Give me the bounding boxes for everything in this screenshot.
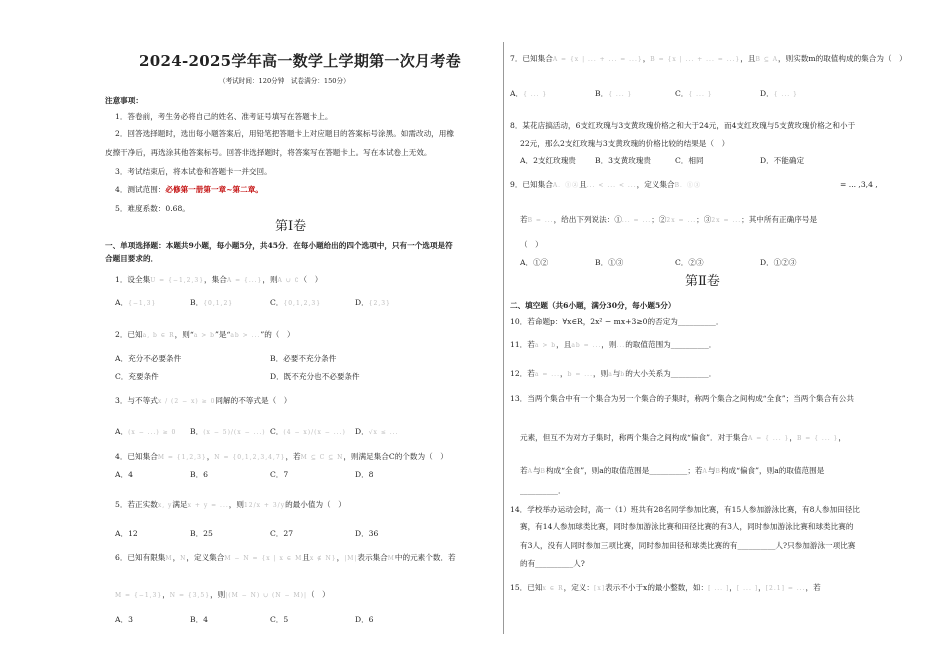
q2-option-a: A．充分不必要条件	[115, 354, 182, 363]
q5-option-d: D．36	[355, 529, 379, 538]
scope-range: 必修第一册第一章~第二章。	[165, 185, 263, 194]
q10: 10．若命题p：∀x∈R，2x² − mx+3≥0的否定为__________．	[510, 317, 724, 326]
q7-stem: 7．已知集合A = {x | ... + ... = ...}，B = {x | ... + ... = ...}，且B ⊆ A，则实数m的取值构成的集合为（ ）	[510, 54, 907, 63]
q13-line4: __________．	[520, 486, 566, 495]
q2-option-c: C．充要条件	[115, 372, 159, 381]
q1-option-c: C．{0,1,2,3}	[270, 298, 322, 307]
note-3: 3．考试结束后，将本试卷和答题卡一并交回。	[115, 167, 272, 176]
notes-heading: 注意事项：	[105, 96, 143, 105]
q1-option-a: A．{−1,3}	[115, 298, 157, 307]
q4-stem: 4．已知集合M = {1,2,3}，N = {0,1,2,3,4,7}，若M ⊆ C ⊆ N，则满足集合C的个数为（ ）	[115, 452, 448, 461]
q5-option-c: C．27	[270, 529, 294, 538]
note-1: 1．答卷前，考生务必将自己的姓名、准考证号填写在答题卡上。	[115, 112, 333, 121]
q8-option-b: B．3支黄玫瑰贵	[595, 156, 651, 165]
q3-option-c: C．(4 − x)/(x − ...)	[270, 427, 346, 436]
right-column	[510, 0, 905, 672]
q2-option-d: D．既不充分也不必要条件	[270, 372, 360, 381]
q4-option-a: A．4	[115, 470, 133, 479]
q3-stem: 3．与不等式x / (2 − x) ≥ 0同解的不等式是（ ）	[115, 396, 292, 405]
q8-option-a: A．2支红玫瑰贵	[520, 156, 576, 165]
section1-line1: 一、单项选择题：本题共9小题，每小题5分，共45分．在每小题给出的四个选项中，只有一个选项是符	[105, 241, 453, 250]
q6-option-b: B．4	[190, 615, 209, 624]
exam-title: 2024-2025学年高一数学上学期第一次月考卷	[139, 52, 461, 70]
q5-stem: 5．若正实数x, y满足x + y = ...，则12/x + 3/y的最小值为（ ）	[115, 500, 346, 509]
note-2: 2．回答选择题时，选出每小题答案后，用铅笔把答题卡上对应题目的答案标号涂黑。如需改动，用橡	[115, 129, 454, 138]
q9-option-d: D．①②③	[760, 258, 797, 267]
column-divider	[503, 42, 504, 634]
q9-option-c: C．②③	[675, 258, 704, 267]
q13-line2: 元素，但互不为对方子集时，称两个集合之间构成“偏食”．对于集合A = { ... }，B = { ... }，	[520, 433, 846, 442]
exam-meta: （考试时间：120分钟 试卷满分：150分）	[219, 77, 350, 85]
q13-line1: 13．当两个集合中有一个集合为另一个集合的子集时，称两个集合之间构成“全食”；当两个集合有公共	[510, 394, 854, 403]
q7-option-b: B．{ ... }	[595, 89, 633, 98]
q7-option-a: A．{ ... }	[510, 89, 548, 98]
q6-option-c: C．5	[270, 615, 289, 624]
q3-option-d: D．√x ≤ ...	[355, 427, 399, 436]
q9-option-b: B．①③	[595, 258, 624, 267]
q7-option-c: C．{ ... }	[675, 89, 713, 98]
note-2-cont: 皮擦干净后，再选涂其他答案标号。回答非选择题时，将答案写在答题卡上。写在本试卷上无效。	[105, 148, 432, 157]
q1-stem: 1．设全集U = {−1,2,3}，集合A = {...}，则A ∪ ∁（ ）	[115, 275, 323, 284]
q14-line4: 的有__________人?	[520, 559, 585, 568]
q9-tail: = ... ,3,4 ,	[840, 180, 878, 189]
q12: 12．若a = ...，b = ...，则a与b的大小关系为__________．	[510, 369, 717, 378]
q13-line3: 若A与B构成“全食”，则a的取值范围是__________；若A与B构成“偏食”，则a的取值范围是	[520, 466, 825, 475]
q8-line1: 8．某花店搞活动，6支红玫瑰与3支黄玫瑰价格之和大于24元，而4支红玫瑰与5支黄玫瑰价格之和小于	[510, 121, 856, 130]
q2-option-b: B．必要不充分条件	[270, 354, 337, 363]
q6-option-a: A．3	[115, 615, 133, 624]
note-5: 5．难度系数：0.68。	[115, 204, 190, 213]
q6-line1: 6．已知有限集M，N，定义集合M − N = {x | x ∈ M且x ∉ N}，|M|表示集合M中的元素个数．若	[115, 553, 456, 562]
q8-line2: 22元，那么2支红玫瑰与3支黄玫瑰的价格比较的结果是（ ）	[520, 139, 730, 148]
part2-title: 第Ⅱ卷	[685, 274, 720, 289]
q9-line2: 若B = ...，给出下列说法：①... = ...；②2x = ...；③2x = ...；其中所有正确序号是	[520, 215, 818, 224]
q5-option-b: B．25	[190, 529, 213, 538]
q6-option-d: D．6	[355, 615, 374, 624]
q14-line1: 14．学校举办运动会时，高一（1）班共有28名同学参加比赛，有15人参加游泳比赛，有8人参加田径比	[510, 505, 860, 514]
q1-option-d: D．{2,3}	[355, 298, 391, 307]
q2-stem: 2．已知a, b ∈ R，则“a > b”是“ab > ...”的（ ）	[115, 330, 295, 339]
q8-option-c: C．相同	[675, 156, 704, 165]
q1-option-b: B．{0,1,2}	[190, 298, 234, 307]
note-4: 4．测试范围：必修第一册第一章~第二章。	[115, 185, 263, 194]
q15-stem: 15．已知x ∈ R，定义：[x]表示不小于x的最小整数，如：[ ... ]，[ ... ]，[2.1] = ...，若	[510, 583, 821, 592]
q6-line2: M = {−1,3}，N = {3,5}，则|(M − N) ∪ (N − M)|（ ）	[115, 590, 330, 599]
q4-option-d: D．8	[355, 470, 374, 479]
section2-heading: 二、填空题（共6小题，满分30分，每小题5分）	[510, 301, 676, 310]
q7-option-d: D．{ ... }	[760, 89, 798, 98]
section1-line2: 合题目要求的．	[105, 254, 159, 263]
q14-line3: 有3人，没有人同时参加三项比赛，同时参加田径和球类比赛的有__________人?只参加游泳一项比赛	[520, 541, 856, 550]
q9-stem: 9．已知集合A．①②且... < ... < ...，定义集合B．①③	[510, 180, 701, 189]
q9-option-a: A．①②	[520, 258, 549, 267]
q3-option-b: B．(x − 5)/(x − ...)	[190, 427, 266, 436]
q5-option-a: A．12	[115, 529, 138, 538]
left-column	[105, 0, 503, 672]
q9-paren: （ ）	[520, 240, 543, 249]
q3-option-a: A．(x − ...) ≥ 0	[115, 427, 177, 436]
q8-option-d: D．不能确定	[760, 156, 805, 165]
q14-line2: 赛，有14人参加球类比赛，同时参加游泳比赛和田径比赛的有3人，同时参加游泳比赛和球类比赛的	[520, 522, 854, 531]
q11: 11．若a > b，且ab = ...，则...的取值范围为__________．	[510, 340, 717, 349]
part1-title: 第Ⅰ卷	[275, 219, 307, 234]
q4-option-c: C．7	[270, 470, 289, 479]
q4-option-b: B．6	[190, 470, 209, 479]
